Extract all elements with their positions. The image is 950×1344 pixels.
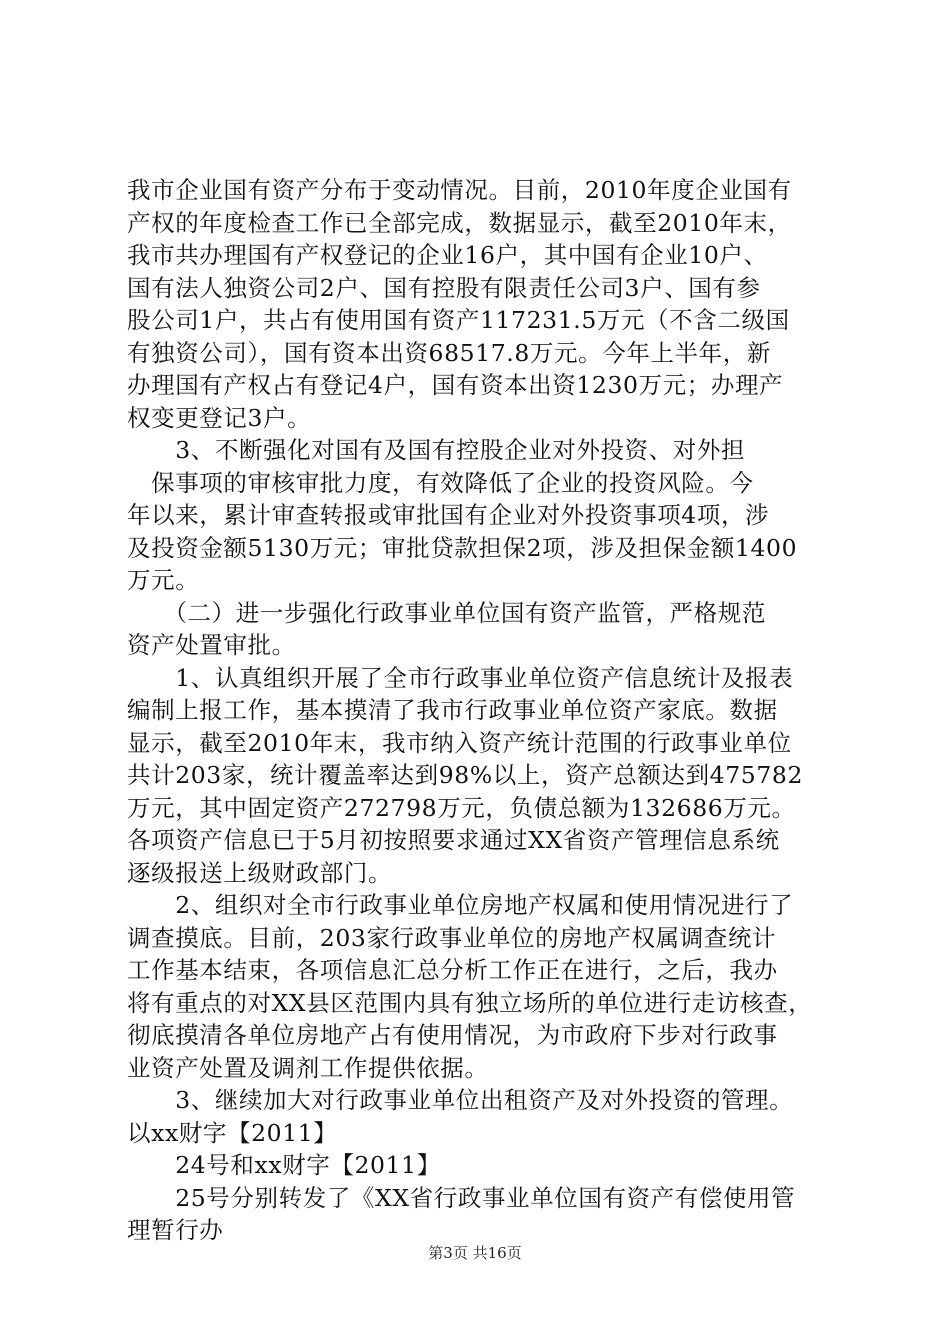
text-line: 股公司1户，共占有使用国有资产117231.5万元（不含二级国 xyxy=(127,306,790,334)
text-line: 办理国有产权占有登记4户，国有资本出资1230万元；办理产 xyxy=(127,371,784,399)
text-line: 各项资产信息已于5月初按照要求通过XX省资产管理信息系统 xyxy=(127,826,780,854)
text-line: 万元。 xyxy=(127,566,200,594)
text-line: 显示，截至2010年末，我市纳入资产统计范围的行政事业单位 xyxy=(127,728,792,757)
text-line: 以xx财字【2011】 xyxy=(127,1118,338,1147)
text-line: 理暂行办 xyxy=(127,1216,224,1244)
text-line: 共计203家，统计覆盖率达到98%以上，资产总额达到475782 xyxy=(127,761,803,789)
text-line: 业资产处置及调剂工作提供依据。 xyxy=(127,1053,489,1082)
text-line: 我市企业国有资产分布于变动情况。目前，2010年度企业国有 xyxy=(127,176,792,204)
text-line: 彻底摸清各单位房地产占有使用情况，为市政府下步对行政事 xyxy=(127,1021,778,1049)
text-line: 保事项的审核审批力度，有效降低了企业的投资风险。今 xyxy=(127,468,754,497)
text-line: 编制上报工作，基本摸清了我市行政事业单位资产家底。数据 xyxy=(127,696,778,724)
document-body xyxy=(127,174,847,1247)
text-line: 国有法人独资公司2户、国有控股有限责任公司3户、国有参 xyxy=(127,273,761,302)
text-line: 及投资金额5130万元；审批贷款担保2项，涉及担保金额1400 xyxy=(127,533,798,562)
text-line: 有独资公司），国有资本出资68517.8万元。今年上半年，新 xyxy=(127,338,771,367)
text-line: 产权的年度检查工作已全部完成，数据显示，截至2010年末， xyxy=(127,208,792,237)
page-footer: 第3页 共16页 xyxy=(428,1244,522,1262)
text-line: 调查摸底。目前，203家行政事业单位的房地产权属调查统计 xyxy=(127,923,777,952)
text-line: 24号和xx财字【2011】 xyxy=(127,1151,441,1179)
text-line: 我市共办理国有产权登记的企业16户，其中国有企业10户、 xyxy=(127,241,768,269)
text-line: 逐级报送上级财政部门。 xyxy=(127,858,393,887)
text-line: 25号分别转发了《XX省行政事业单位国有资产有偿使用管 xyxy=(127,1183,796,1212)
text-line: 3、继续加大对行政事业单位出租资产及对外投资的管理。 xyxy=(127,1086,794,1114)
text-line: （二）进一步强化行政事业单位国有资产监管，严格规范 xyxy=(127,598,766,627)
text-line: 2、组织对全市行政事业单位房地产权属和使用情况进行了 xyxy=(127,891,794,919)
text-line: 工作基本结束，各项信息汇总分析工作正在进行，之后，我办 xyxy=(127,956,778,984)
text-line: 万元，其中固定资产272798万元，负债总额为132686万元。 xyxy=(127,793,796,822)
text-line: 1、认真组织开展了全市行政事业单位资产信息统计及报表 xyxy=(127,663,794,692)
text-line: 将有重点的对XX县区范围内具有独立场所的单位进行走访核查， xyxy=(127,988,813,1017)
text-line: 权变更登记3户。 xyxy=(127,403,312,432)
text-line: 资产处置审批。 xyxy=(127,631,296,659)
text-line: 年以来，累计审查转报或审批国有企业对外投资事项4项，涉 xyxy=(127,501,770,529)
text-line: 3、不断强化对国有及国有控股企业对外投资、对外担 xyxy=(127,436,746,464)
